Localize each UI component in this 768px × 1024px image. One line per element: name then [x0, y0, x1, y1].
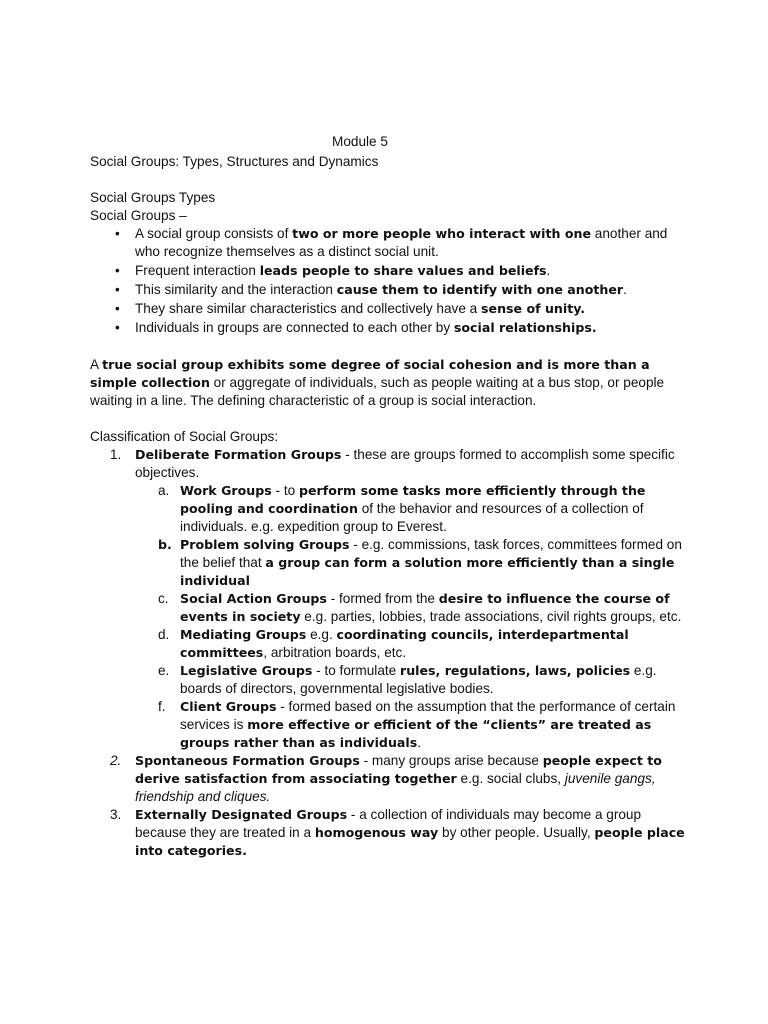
section-title: Social Groups Types: [90, 190, 216, 205]
list-item: • This similarity and the interaction cause them to identify with one another.: [90, 281, 690, 299]
document-content: [90, 133, 690, 860]
list-item: • Frequent interaction leads people to share values and beliefs.: [90, 262, 690, 280]
section-subtitle: Social Groups –: [90, 208, 187, 223]
list-item: • A social group consists of two or more people who interact with one another and who recognize themselves as a distinct social unit.: [90, 225, 690, 261]
classification-title: Classification of Social Groups:: [90, 429, 279, 444]
numbered-item-2: 2. Spontaneous Formation Groups - many groups arise because people expect to derive satisfaction from associating together e.g. social clubs, juvenile gangs, friendship and cliques.: [110, 753, 662, 804]
numbered-item-1: 1. Deliberate Formation Groups - these are groups formed to accomplish some specific objectives.: [110, 447, 675, 480]
sub-item-f: f. Client Groups - formed based on the assumption that the performance of certain services is more effective or efficient of the “clients” are treated as groups rather than as individuals.: [158, 699, 676, 750]
document-title: Social Groups: Types, Structures and Dynamics: [90, 154, 379, 169]
sub-item-e: e. Legislative Groups - to formulate rules, regulations, laws, policies e.g. boards of directors, governmental legislative bodies.: [158, 663, 657, 696]
sub-item-d: d. Mediating Groups e.g. coordinating councils, interdepartmental committees, arbitration boards, etc.: [158, 627, 629, 660]
sub-item-a: a. Work Groups - to perform some tasks more efficiently through the pooling and coordination of the behavior and resources of a collection of individuals. e.g. expedition group to Everest.: [158, 483, 646, 534]
sub-item-b: b. Problem solving Groups - e.g. commissions, task forces, committees formed on the belief that a group can form a solution more efficiently than a single individual: [158, 537, 682, 588]
module-label: Module 5: [332, 134, 388, 149]
list-item: • They share similar characteristics and collectively have a sense of unity.: [90, 300, 690, 318]
numbered-item-3: 3. Externally Designated Groups - a collection of individuals may become a group because they are treated in a homogenous way by other people. Usually, people place into categories.: [110, 807, 685, 858]
list-item: • Individuals in groups are connected to each other by social relationships.: [90, 319, 690, 337]
bullet-list: [90, 225, 690, 337]
sub-item-c: c. Social Action Groups - formed from the desire to influence the course of events in society e.g. parties, lobbies, trade associations, civil rights groups, etc.: [158, 591, 682, 624]
body-paragraph: A true social group exhibits some degree of social cohesion and is more than a simple collection or aggregate of individuals, such as people waiting at a bus stop, or people waiting in a line. The defining characteristic of a group is social interaction.: [90, 357, 665, 408]
